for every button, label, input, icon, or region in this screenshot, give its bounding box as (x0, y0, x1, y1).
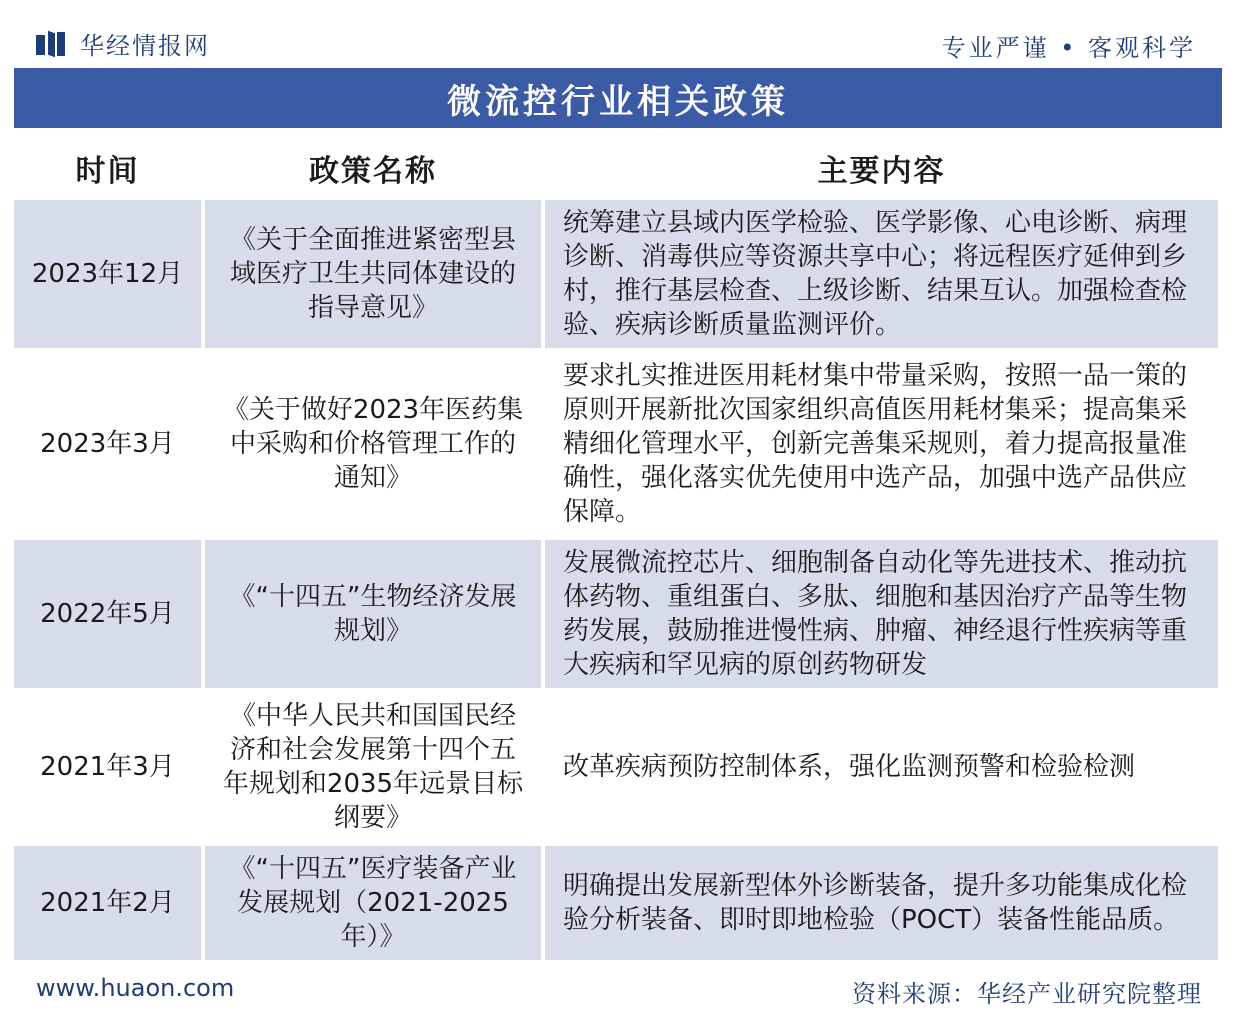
column-header-name: 政策名称 (205, 140, 541, 196)
cell-content: 发展微流控芯片、细胞制备自动化等先进技术、推动抗体药物、重组蛋白、多肽、细胞和基因治疗产品等生物药发展，鼓励推进慢性病、肿瘤、神经退行性疾病等重大疾病和罕见病的原创药物研发 (545, 540, 1218, 688)
header (10, 10, 1226, 68)
column-header-time: 时间 (14, 140, 201, 196)
cell-policy-name: 《“十四五”医疗装备产业发展规划（2021-2025年）》 (205, 846, 541, 960)
cell-time: 2021年2月 (14, 846, 201, 960)
cell-policy-name: 《“十四五”生物经济发展规划》 (205, 540, 541, 688)
page-title: 微流控行业相关政策 (447, 81, 789, 122)
source-note: 资料来源：华经产业研究院整理 (852, 980, 1202, 1008)
cell-policy-name: 《中华人民共和国国民经济和社会发展第十四个五年规划和2035年远景目标纲要》 (205, 692, 541, 842)
table-row (14, 200, 1218, 348)
table-row (14, 692, 1218, 842)
logo-text: 华经情报网 (80, 32, 210, 60)
table-row (14, 846, 1218, 960)
cell-content: 统筹建立县域内医学检验、医学影像、心电诊断、病理诊断、消毒供应等资源共享中心；将远程医疗延伸到乡村，推行基层检查、上级诊断、结果互认。加强检查检验、疾病诊断质量监测评价。 (545, 200, 1218, 348)
cell-content: 明确提出发展新型体外诊断装备，提升多功能集成化检验分析装备、即时即地检验（POCT）装备性能品质。 (545, 846, 1218, 960)
cell-content: 改革疾病预防控制体系，强化监测预警和检验检测 (545, 692, 1218, 842)
infographic-frame (10, 10, 1226, 1014)
policy-table (10, 136, 1222, 964)
cell-time: 2021年3月 (14, 692, 201, 842)
column-header-content: 主要内容 (545, 140, 1218, 196)
cell-content: 要求扎实推进医用耗材集中带量采购，按照一品一策的原则开展新批次国家组织高值医用耗材集采；提高集采精细化管理水平，创新完善集采规则，着力提高报量准确性，强化落实优先使用中选产品，加强中选产品供应保障。 (545, 352, 1218, 536)
logo (36, 26, 210, 61)
footer (10, 962, 1226, 1014)
table-row (14, 540, 1218, 688)
cell-policy-name: 《关于全面推进紧密型县域医疗卫生共同体建设的指导意见》 (205, 200, 541, 348)
title-bar (14, 68, 1222, 128)
table-header-row (14, 140, 1218, 196)
logo-icon (36, 32, 66, 56)
slogan: 专业严谨 • 客观科学 (941, 34, 1196, 62)
table-row (14, 352, 1218, 536)
cell-time: 2023年12月 (14, 200, 201, 348)
cell-policy-name: 《关于做好2023年医药集中采购和价格管理工作的通知》 (205, 352, 541, 536)
cell-time: 2023年3月 (14, 352, 201, 536)
website-link[interactable]: www.huaon.com (36, 974, 235, 1002)
cell-time: 2022年5月 (14, 540, 201, 688)
